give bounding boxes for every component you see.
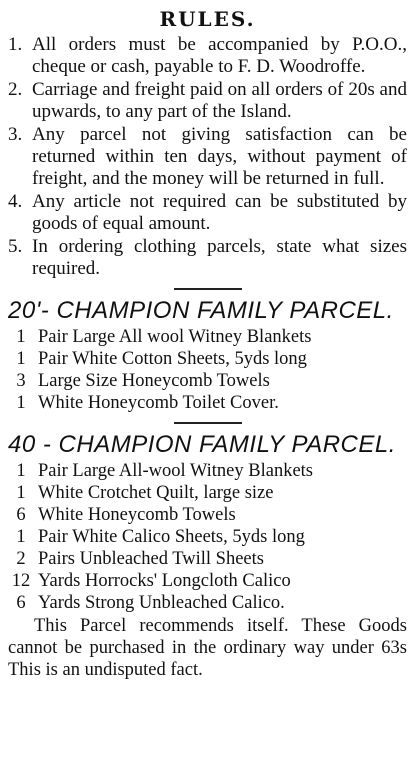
rule-text: Any parcel not giving satisfaction can be returned within ten days, without payment of freight, and the money will be returned in full. xyxy=(32,124,407,189)
rule-number: 1. xyxy=(8,34,23,55)
list-item xyxy=(8,392,407,414)
item-description: White Crotchet Quilt, large size xyxy=(38,483,274,503)
item-quantity: 3 xyxy=(16,371,26,391)
parcel-40-title: 40 - CHAMPION FAMILY PARCEL. xyxy=(8,431,396,458)
parcel-20-items xyxy=(8,326,407,414)
rule-item xyxy=(8,236,407,280)
list-item xyxy=(8,482,407,504)
rule-item xyxy=(8,191,407,235)
rule-item xyxy=(8,124,407,190)
item-quantity: 1 xyxy=(16,527,26,547)
rule-text: Any article not required can be substituted by goods of equal amount. xyxy=(32,191,407,234)
rules-heading: RULES. xyxy=(159,7,256,31)
item-description: Pairs Unbleached Twill Sheets xyxy=(38,549,264,569)
rule-text: All orders must be accompanied by P.O.O., cheque or cash, payable to F. D. Woodroffe. xyxy=(32,34,407,77)
item-quantity: 12 xyxy=(11,571,31,591)
list-item xyxy=(8,570,407,592)
item-quantity: 1 xyxy=(16,461,26,481)
item-description: Yards Horrocks' Longcloth Calico xyxy=(38,571,291,591)
list-item xyxy=(8,504,407,526)
rule-number: 4. xyxy=(8,191,23,212)
item-description: White Honeycomb Toilet Cover. xyxy=(38,393,279,413)
item-quantity: 1 xyxy=(16,483,26,503)
rule-text: Carriage and freight paid on all orders of 20s and upwards, to any part of the Island. xyxy=(32,79,407,122)
rule-number: 2. xyxy=(8,79,23,100)
rules-list xyxy=(8,34,407,280)
item-quantity: 1 xyxy=(16,327,26,347)
rule-number: 5. xyxy=(8,236,23,257)
parcel-40-items xyxy=(8,460,407,614)
rule-number: 3. xyxy=(8,124,23,145)
list-item xyxy=(8,348,407,370)
item-quantity: 2 xyxy=(16,549,26,569)
item-quantity: 6 xyxy=(16,593,26,613)
item-quantity: 1 xyxy=(16,393,26,413)
list-item xyxy=(8,548,407,570)
list-item xyxy=(8,460,407,482)
section-divider xyxy=(174,422,242,424)
rule-item xyxy=(8,34,407,78)
item-description: Yards Strong Unbleached Calico. xyxy=(38,593,285,613)
rule-item xyxy=(8,79,407,123)
parcel-20-title: 20'- CHAMPION FAMILY PARCEL. xyxy=(8,297,394,324)
item-quantity: 6 xyxy=(16,505,26,525)
item-description: Pair Large All-wool Witney Blankets xyxy=(38,461,313,481)
list-item xyxy=(8,526,407,548)
item-description: White Honeycomb Towels xyxy=(38,505,236,525)
item-description: Pair White Cotton Sheets, 5yds long xyxy=(38,349,307,369)
item-description: Pair White Calico Sheets, 5yds long xyxy=(38,527,305,547)
item-description: Pair Large All wool Witney Blankets xyxy=(38,327,312,347)
list-item xyxy=(8,370,407,392)
list-item xyxy=(8,326,407,348)
rule-text: In ordering clothing parcels, state what sizes required. xyxy=(32,236,407,279)
section-divider xyxy=(174,288,242,290)
list-item xyxy=(8,592,407,614)
parcel-40-note: This Parcel recommends itself. These Goods cannot be purchased in the ordinary way under 63s This is an undisputed fact. xyxy=(8,616,407,680)
item-description: Large Size Honeycomb Towels xyxy=(38,371,270,391)
item-quantity: 1 xyxy=(16,349,26,369)
